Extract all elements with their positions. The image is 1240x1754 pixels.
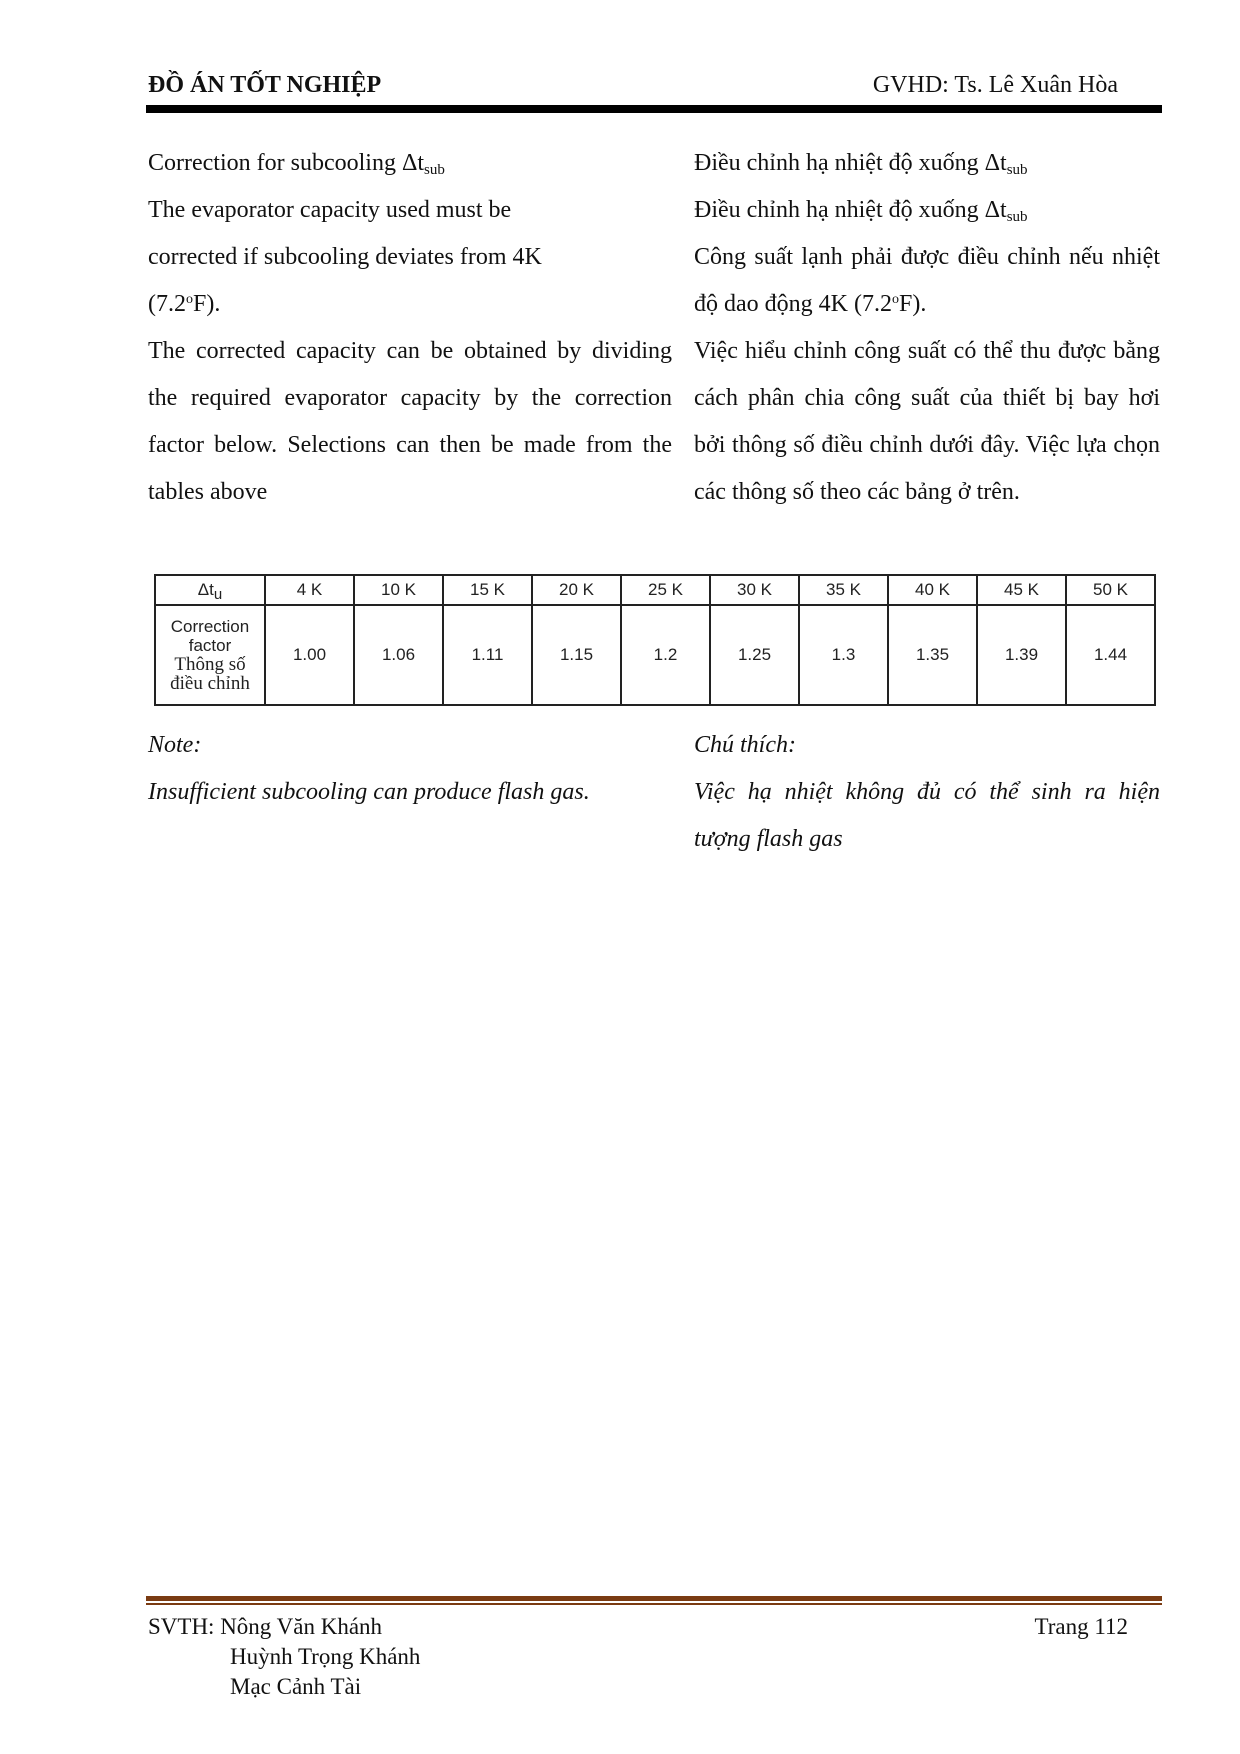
table-header-cell: 50 K — [1066, 575, 1155, 605]
table-header-cell: 20 K — [532, 575, 621, 605]
table-header-cell: 10 K — [354, 575, 443, 605]
english-note-title: Note: — [148, 732, 202, 758]
english-column — [148, 140, 672, 516]
student-name: Mạc Cảnh Tài — [230, 1674, 362, 1699]
table-header-row — [155, 575, 1155, 605]
table-value-cell: 1.15 — [532, 605, 621, 705]
table-header-cell: 25 K — [621, 575, 710, 605]
vietnamese-column — [694, 140, 1160, 516]
vietnamese-note-title: Chú thích: — [694, 732, 796, 758]
english-note-text: Insufficient subcooling can produce flash gas. — [148, 779, 590, 805]
vietnamese-note-text: Việc hạ nhiệt không đủ có thể sinh ra hiện tượng flash gas — [694, 779, 1160, 852]
vietnamese-heading-1: Điều chỉnh hạ nhiệt độ xuống $\Delta t_{sub}$ — [694, 150, 1028, 178]
table-value-cell: 1.3 — [799, 605, 888, 705]
table-value-cell: 1.00 — [265, 605, 354, 705]
table-value-cell: 1.35 — [888, 605, 977, 705]
table-value-cell: 1.2 — [621, 605, 710, 705]
table-value-cell: 1.44 — [1066, 605, 1155, 705]
table-value-cell: 1.06 — [354, 605, 443, 705]
table-header-cell: 4 K — [265, 575, 354, 605]
vietnamese-paragraph-1: Công suất lạnh phải được điều chỉnh nếu nhiệt độ dao động 4K (7.2$^o$F). — [694, 244, 1160, 317]
table-header-cell: 35 K — [799, 575, 888, 605]
student-name: SVTH: Nông Văn Khánh — [148, 1614, 383, 1639]
page-number: Trang 112 — [1034, 1614, 1128, 1639]
header-divider — [146, 105, 1162, 113]
table-row-label: Correction factor Thông số điều chỉnh — [155, 605, 265, 705]
table-header-cell: 45 K — [977, 575, 1066, 605]
footer-divider-thin — [146, 1603, 1162, 1605]
vietnamese-heading-2: Điều chỉnh hạ nhiệt độ xuống $\Delta t_{sub}$ — [694, 197, 1028, 225]
student-list — [148, 1612, 420, 1702]
vietnamese-paragraph-2: Việc hiểu chỉnh công suất có thể thu được bằng cách phân chia công suất của thiết bị bay hơi bởi thông số điều chỉnh dưới đây. Việc lựa chọn các thông số theo các bảng ở trên. — [694, 338, 1160, 505]
english-paragraph-1: The evaporator capacity used must be corrected if subcooling deviates from 4K (7.2$^o$F). — [148, 197, 542, 317]
table-header-cell: 30 K — [710, 575, 799, 605]
page-header — [148, 72, 1148, 104]
table-corner-cell: $\Delta t_u$ — [155, 575, 265, 605]
page-footer — [148, 1612, 1148, 1702]
document-title: ĐỒ ÁN TỐT NGHIỆP — [148, 72, 382, 98]
footer-divider-thick — [146, 1596, 1162, 1601]
table-value-cell: 1.25 — [710, 605, 799, 705]
english-note — [148, 722, 672, 816]
vietnamese-note — [694, 722, 1160, 863]
advisor-label: GVHD: Ts. Lê Xuân Hòa — [872, 72, 1118, 98]
table-header-cell: 40 K — [888, 575, 977, 605]
english-heading: Correction for subcooling $\Delta t_{sub}$ — [148, 150, 445, 178]
table-row — [155, 605, 1155, 705]
english-paragraph-2: The corrected capacity can be obtained by dividing the required evaporator capacity by the correction factor below. Selections can then be made from the tables above — [148, 338, 672, 505]
correction-factor-table — [154, 574, 1156, 706]
table-header-cell: 15 K — [443, 575, 532, 605]
table-value-cell: 1.11 — [443, 605, 532, 705]
student-name: Huỳnh Trọng Khánh — [230, 1644, 421, 1669]
table-value-cell: 1.39 — [977, 605, 1066, 705]
